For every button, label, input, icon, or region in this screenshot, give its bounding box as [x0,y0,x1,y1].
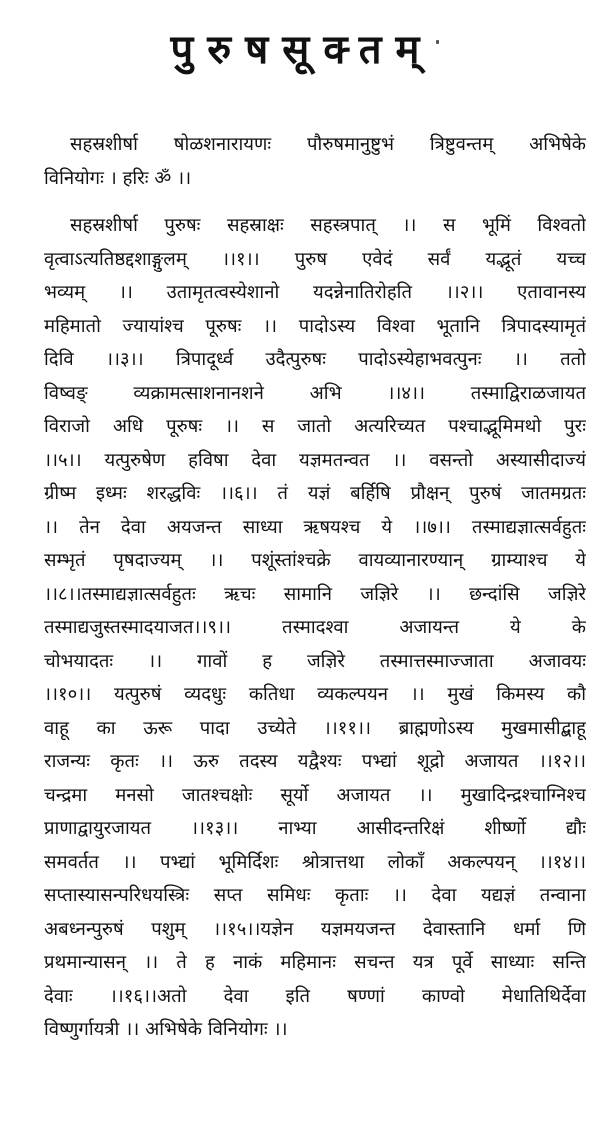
hymn-line: तस्माद्यजुस्तस्मादयाजत।।९।। तस्मादश्वा अजायन्त ये के [44,617,586,638]
hymn-line: चन्द्रमा मनसो जातश्चक्षोः सूर्यो अजायत ।। मुखादिन्द्रश्चाग्निश्च [44,784,586,806]
hymn-line: ।। तेन देवा अयजन्त साध्या ऋषयश्च ये ।।७।। तस्माद्यज्ञात्सर्वहुतः [44,516,586,538]
hymn-line: विष्णुर्गायत्री ।। अभिषेके विनियोगः ।। [44,1019,288,1040]
hymn-line: देवाः ।।१६।।अतो देवा इति षण्णां काण्वो मेधातिथिर्देवा [44,985,586,1007]
hymn-line: प्राणाद्वायुरजायत ।।१३।। नाभ्या आसीदन्तरिक्षं शीर्ष्णो द्यौः [44,818,586,839]
hymn-line: भव्यम् ।। उतामृतत्वस्येशानो यदन्नेनातिरोहति ।।२।। एतावानस्य [44,282,586,303]
hymn-line: वृत्वाऽत्यतिष्ठद्दशाङ्गुलम् ।।१।। पुरुष एवेदं सर्वं यद्भूतं यच्च [44,248,586,270]
hymn-line: विराजो अधि पूरुषः ।। स जातो अत्यरिच्यत पश्चाद्भूमिमथो पुरः [44,416,586,437]
hymn-line: प्रथमान्यासन् ।। ते ह नाकं महिमानः सचन्त यत्र पूर्वे साध्याः सन्ति [44,952,586,973]
pencil-mark [436,40,439,44]
hymn-line: दिवि ।।३।। त्रिपादूर्ध्व उदैत्पुरुषः पादोऽस्येहाभवत्पुनः ।। ततो [44,349,586,370]
hymn-line: राजन्यः कृतः ।। ऊरु तदस्य यद्वैश्यः पभ्द्यां शूद्रो अजायत ।।१२।। [44,751,586,772]
hymn-line: सहस्रशीर्षा पुरुषः सहस्राक्षः सहस्त्रपात् ।। स भूमिं विश्वतो [70,215,586,236]
intro-paragraph [18,128,586,195]
page-title: पुरुषसूक्तम् [170,26,434,73]
hymn-line: ।।१०।। यत्पुरुषं व्यदधुः कतिधा व्यकल्पयन ।। मुखं किमस्य कौ [44,684,586,705]
hymn-line: ग्रीष्म इध्मः शरद्धविः ।।६।। तं यज्ञं बर्हिषि प्रौक्षन् पुरुषं जातमग्रतः [44,483,586,504]
hymn-line: विष्वङ् व्यक्रामत्साशनानशने अभि ।।४।। तस्माद्विराळजायत [44,382,586,404]
hymn-line: अबध्नन्पुरुषं पशुम् ।।१५।।यज्ञेन यज्ञमयजन्त देवास्तानि धर्मा णि [44,918,586,940]
hymn-line: सम्भृतं पृषदाज्यम् ।। पशूंस्तांश्चक्रे वायव्यानारण्यान् ग्राम्याश्च ये [44,550,586,571]
intro-line: सहस्रशीर्षा षोळशनारायणः पौरुषमानुष्टुभं त्रिष्टुवन्तम् अभिषेके [70,134,586,155]
hymn-line: ।।५।। यत्पुरुषेण हविषा देवा यज्ञमतन्वत ।। वसन्तो अस्यासीदाज्यं [44,449,586,471]
hymn-paragraph [18,209,586,1047]
hymn-line: सप्तास्यासन्परिधयस्त्रिः सप्त समिधः कृताः ।। देवा यद्यज्ञं तन्वाना [44,885,586,906]
hymn-line: चोभयादतः ।। गावों ह जज्ञिरे तस्मात्तस्माज्जाता अजावयः [44,650,586,672]
intro-line: विनियोगः । हरिः ॐ ।। [44,167,192,189]
hymn-line: महिमातो ज्यायांश्च पूरुषः ।। पादोऽस्य विश्वा भूतानि त्रिपादस्यामृतं [44,315,586,337]
hymn-line: समवर्तत ।। पभ्द्यां भूमिर्दिशः श्रोत्रात्तथा लोकाँ अकल्पयन् ।।१४।। [44,851,586,873]
hymn-line: ।।८।।तस्माद्यज्ञात्सर्वहुतः ऋचः सामानि जज्ञिरे ।। छन्दांसि जज्ञिरे [44,583,586,605]
hymn-line: वाहू का ऊरू पादा उच्येते ।।११।। ब्राह्मणोऽस्य मुखमासीद्बाहू [44,717,586,739]
